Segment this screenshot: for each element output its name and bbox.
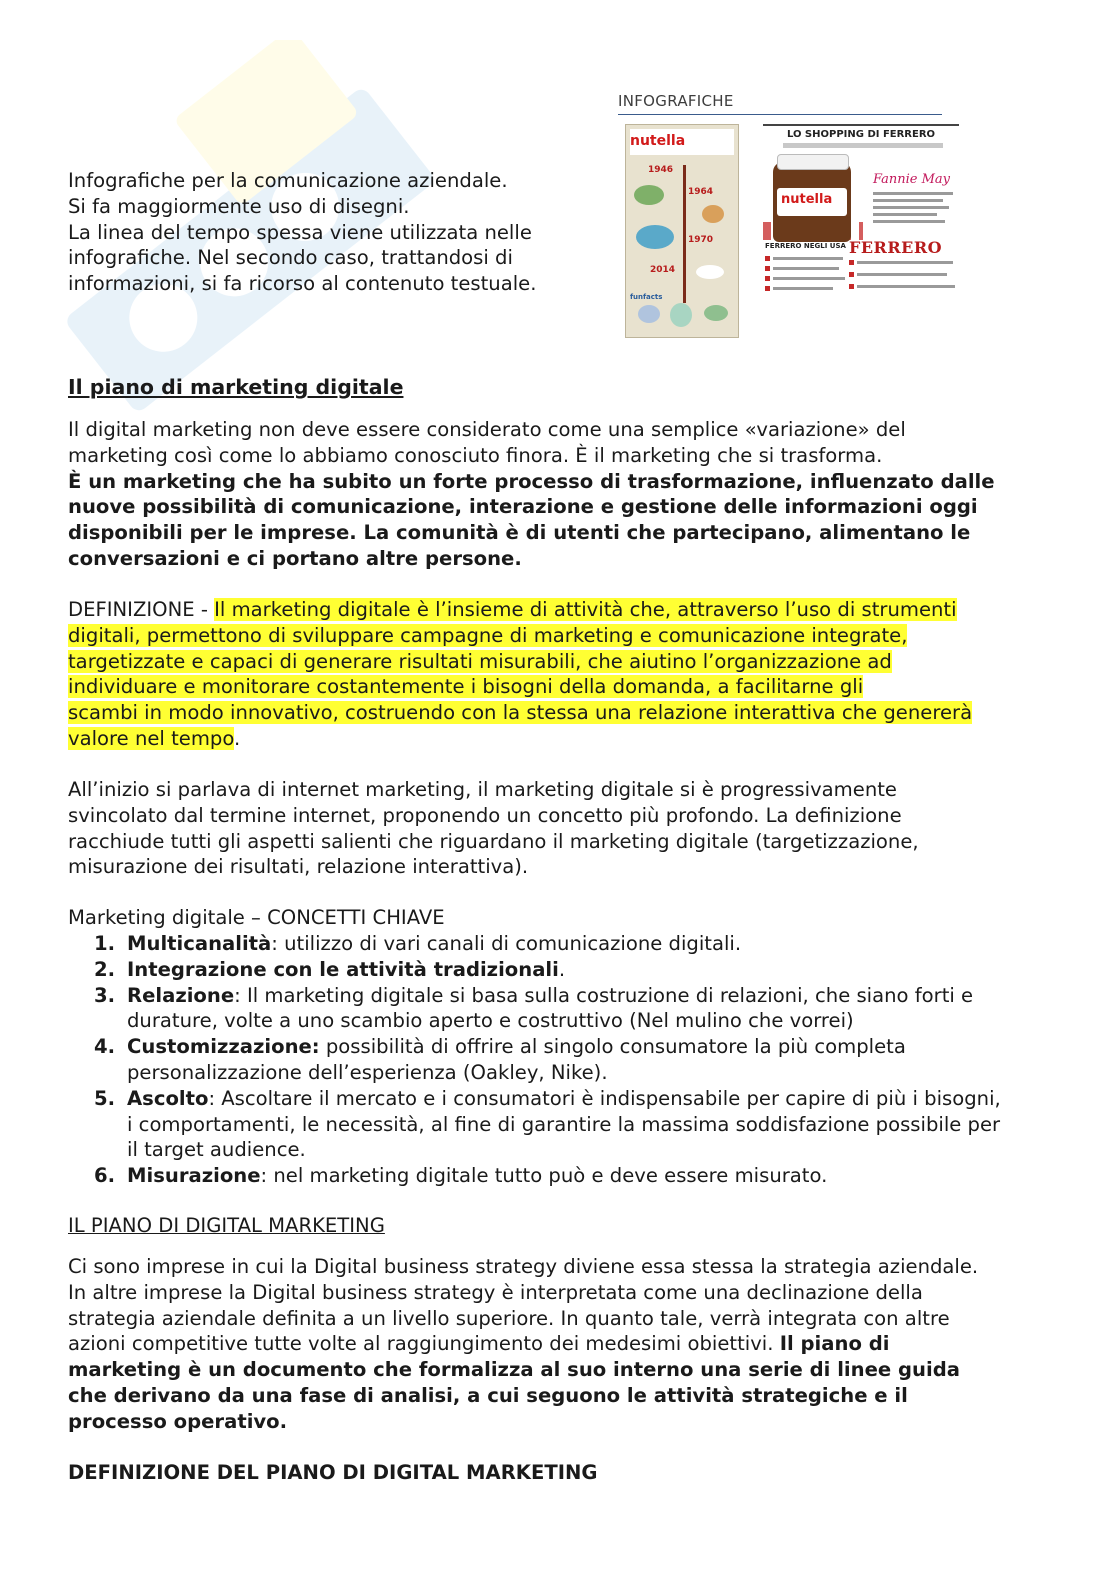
subtitle-text-lines [783,143,943,148]
fine-print-line [857,285,955,288]
paragraph-line [68,1331,1048,1357]
paragraph-line: È un marketing che ha subito un forte processo di trasformazione, influenzato dalle [68,469,995,493]
concept-text: durature, volte a uno scambio aperto e costruttivo (Nel mulino che vorrei) [127,1009,854,1033]
definition-line [68,649,1048,675]
highlighted-text: targetizzate e capaci di generare risultati misurabili, che aiutino l’organizzazione ad [68,649,892,673]
paragraph-line: marketing è un documento che formalizza al suo interno una serie di linee guida [68,1358,960,1382]
concepts-title: Marketing digitale – CONCETTI CHIAVE [68,906,445,929]
illustration-icon [636,225,674,249]
text-run-bold: Il piano di [779,1332,890,1356]
paragraph-line: nuove possibilità di comunicazione, interazione e gestione delle informazioni oggi [68,495,978,519]
concept-text: il target audience. [127,1138,306,1162]
definition-suffix: . [234,726,241,750]
bullet-icon [849,260,854,265]
list-number: 3. [94,983,116,1007]
paragraph-line: disponibili per le imprese. La comunità è di utenti che partecipano, alimentano le [68,521,971,545]
paragraph-line: Ci sono imprese in cui la Digital business strategy diviene essa stessa la strategia aziendale. [68,1255,979,1278]
definition-line [68,674,1048,700]
fannie-may-logo: Fannie May [873,172,951,187]
jar-lid-icon [777,154,849,170]
definition-line [68,726,1048,752]
section-heading: Il piano di marketing digitale [68,375,404,399]
fine-print-line [857,273,947,276]
paragraph-line: strategia aziendale definita a un livello superiore. In quanto tale, verrà integrata con altre [68,1306,950,1330]
paragraph-line: Il digital marketing non deve essere considerato come una semplice «variazione» del [68,418,906,441]
bullet-icon [765,266,770,271]
paragraph-line: che derivano da una fase di analisi, a cui seguono le attività strategiche e il [68,1383,908,1407]
fine-print-line [773,277,845,280]
list-item [68,983,1048,1035]
list-item [68,1034,1048,1086]
fine-print-line [857,261,953,264]
illustration-icon [702,205,724,223]
list-number: 6. [94,1164,116,1188]
definition-prefix: DEFINIZIONE - [68,598,215,621]
concept-term: Ascolto [127,1086,209,1110]
ferrero-shopping-panel [763,124,959,306]
highlighted-text: scambi in modo innovativo, costruendo con la stessa una relazione interattiva che genererà [68,701,973,725]
illustration-icon [696,265,724,279]
paragraph [68,1254,1048,1435]
ferrero-panel-title: LO SHOPPING DI FERRERO [786,129,936,140]
infographic-title: INFOGRAFICHE [618,92,734,110]
illustration-icon [634,185,664,205]
concept-term: Misurazione [127,1164,261,1188]
concept-text: : Ascoltare il mercato e i consumatori è indispensabile per capire di più i bisogni, [208,1086,1001,1110]
final-heading: DEFINIZIONE DEL PIANO DI DIGITAL MARKETING [68,1461,598,1484]
concept-text: personalizzazione dell’esperienza (Oakley, Nike). [127,1060,608,1084]
bullet-icon [849,284,854,289]
paragraph-line: In altre imprese la Digital business strategy è interpretata come una declinazione della [68,1280,923,1304]
concept-text: : Il marketing digitale si basa sulla costruzione di relazioni, che siano forti e [234,983,974,1007]
ferrero-usa-label: FERRERO NEGLI USA [765,242,846,250]
fine-print-line [773,287,833,290]
illustration-icon [704,305,728,321]
subsection-heading: IL PIANO DI DIGITAL MARKETING [68,1214,385,1237]
definition-paragraph [68,597,1048,752]
list-number: 5. [94,1086,116,1110]
concept-term: Relazione [127,983,235,1007]
paragraph-line: conversazioni e ci portano altre persone. [68,546,522,570]
list-number: 2. [94,957,116,981]
highlighted-text: individuare e monitorare costantemente i bisogni della domanda, a facilitarne gli [68,675,864,699]
list-item [68,1163,1048,1189]
list-item [68,1086,1048,1163]
infographic-rule [618,114,942,115]
intro-line: Si fa maggiormente uso di disegni. [68,194,410,218]
bullet-icon [765,286,770,291]
text-run: azioni competitive tutte volte al raggiungimento dei medesimi obiettivi. [68,1332,780,1356]
paragraph-line: svincolato dal termine internet, proponendo un concetto più profondo. La definizione [68,803,902,827]
concept-text: i comportamenti, le necessità, al fine di garantire la massima soddisfazione possibile per [127,1112,1001,1136]
illustration-icon [670,303,692,327]
list-item [68,957,1048,983]
highlighted-text: valore nel tempo [68,726,234,750]
definition-line [68,623,1048,649]
definition-line [68,597,1048,623]
key-concepts-list [68,931,1048,1189]
infographic-figure [618,88,964,338]
jar-brand: nutella [781,192,833,207]
list-number: 4. [94,1035,116,1059]
list-item [68,931,1048,957]
bullet-icon [765,276,770,281]
timeline-year: 1946 [648,165,674,175]
intro-line: La linea del tempo spessa viene utilizzata nelle [68,220,532,244]
concept-term: Multicanalità [127,932,272,955]
paragraph [68,777,1048,880]
intro-line: infografiche. Nel secondo caso, trattandosi di [68,246,513,270]
intro-text [68,168,588,297]
highlighted-text: Il marketing digitale è l’insieme di attività che, attraverso l’uso di strumenti [214,598,957,621]
timeline-bar [683,165,686,303]
paragraph-line: All’inizio si parlava di internet marketing, il marketing digitale si è progressivamente [68,778,897,801]
nutella-logo: nutella [630,133,686,149]
funfacts-label: funfacts [630,293,663,301]
fine-print-line [773,257,843,260]
concept-text: : utilizzo di vari canali di comunicazione digitali. [271,932,742,955]
ferrero-logo: FERRERO [849,238,943,257]
timeline-year: 2014 [650,265,676,275]
paragraph [68,417,1048,572]
fine-print-line [773,267,839,270]
timeline-year: 1964 [688,187,714,197]
timeline-year: 1970 [688,235,714,245]
definition-line [68,700,1048,726]
paragraph-line: marketing così come lo abbiamo conosciuto finora. È il marketing che si trasforma. [68,443,883,467]
list-number: 1. [94,932,116,955]
fine-print-lines [873,192,955,227]
nutella-timeline-panel [625,124,739,338]
bullet-icon [849,272,854,277]
paragraph-line: misurazione dei risultati, relazione interattiva). [68,855,529,879]
intro-line: informazioni, si fa ricorso al contenuto testuale. [68,272,537,296]
intro-line: Infografiche per la comunicazione aziendale. [68,169,508,192]
illustration-icon [638,305,660,323]
concept-text: : nel marketing digitale tutto può e deve essere misurato. [260,1164,828,1188]
concept-text: possibilità di offrire al singolo consumatore la più completa [319,1035,906,1059]
highlighted-text: digitali, permettono di sviluppare campagne di marketing e comunicazione integrate, [68,623,908,647]
paragraph-line: racchiude tutti gli aspetti salienti che riguardano il marketing digitale (targetizzazione, [68,829,919,853]
bullet-icon [765,256,770,261]
concept-term: Customizzazione: [127,1035,320,1059]
concept-term: Integrazione con le attività tradizionali [127,957,559,981]
paragraph-line: processo operativo. [68,1409,288,1433]
concept-text: . [558,957,566,981]
